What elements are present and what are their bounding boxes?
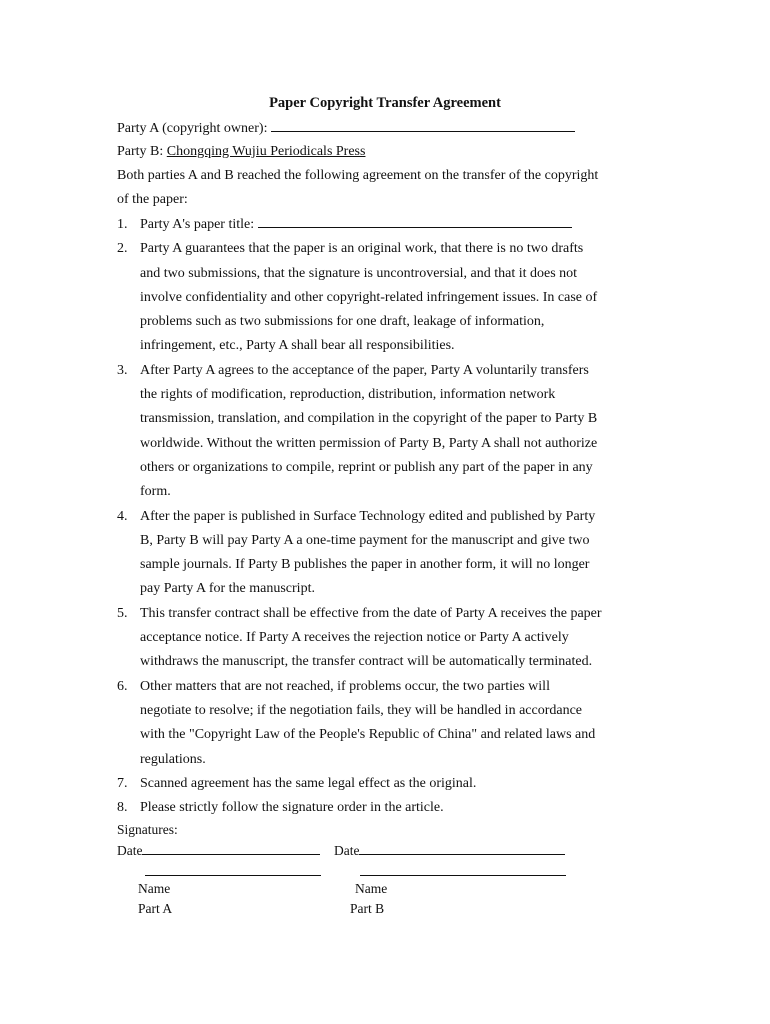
clause-text-line: others or organizations to compile, reprint or publish any part of the paper in any xyxy=(140,459,593,475)
date-label: Date xyxy=(117,843,143,858)
party-a-part-label: Part A xyxy=(138,901,173,916)
clause-2 xyxy=(117,237,657,358)
party-a-signature-line[interactable] xyxy=(145,875,321,876)
paper-title-blank[interactable] xyxy=(258,215,572,228)
clause-list xyxy=(117,213,657,820)
clause-text-line: infringement, etc., Party A shall bear all responsibilities. xyxy=(140,338,455,354)
clause-text-line: Other matters that are not reached, if problems occur, the two parties will xyxy=(140,678,550,694)
clause-text-line: negotiate to resolve; if the negotiation fails, they will be handled in accordance xyxy=(140,702,583,718)
party-b-label: Party B: xyxy=(117,144,164,159)
clause-text-line: Party A guarantees that the paper is an original work, that there is no two drafts xyxy=(140,241,584,257)
clause-6 xyxy=(117,675,657,772)
clause-text-line: B, Party B will pay Party A a one-time payment for the manuscript and give two xyxy=(140,532,590,548)
clause-text-line: problems such as two submissions for one draft, leakage of information, xyxy=(140,314,545,330)
party-a-label: Party A (copyright owner): xyxy=(117,121,268,136)
clause-number: 1. xyxy=(117,217,128,232)
signatures-heading: Signatures: xyxy=(117,822,178,837)
clause-5 xyxy=(117,602,657,675)
party-b-line xyxy=(117,143,365,161)
party-b-date-blank[interactable] xyxy=(359,842,565,855)
clause-text-line: the rights of modification, reproduction, distribution, information network xyxy=(140,387,556,403)
clause-text-line: Please strictly follow the signature order in the article. xyxy=(140,800,444,816)
party-b-part-label: Part B xyxy=(350,901,385,916)
party-a-blank[interactable] xyxy=(271,119,575,132)
party-a-line xyxy=(117,119,575,138)
party-b-name-label: Name xyxy=(355,881,388,896)
clause-text-line: regulations. xyxy=(140,751,206,767)
clause-8 xyxy=(117,796,657,820)
clause-text-line: worldwide. Without the written permission of Party B, Party A shall not authorize xyxy=(140,435,598,451)
party-b-date xyxy=(334,842,565,860)
clause-text-line: transmission, translation, and compilation in the copyright of the paper to Party B xyxy=(140,411,598,427)
clause-number: 4. xyxy=(117,508,128,524)
party-b-value: Chongqing Wujiu Periodicals Press xyxy=(166,144,366,159)
clause-text-line: with the "Copyright Law of the People's Republic of China" and related laws and xyxy=(140,727,596,743)
clause-text-line: pay Party A for the manuscript. xyxy=(140,581,315,597)
clause-number: 3. xyxy=(117,362,128,378)
clause-number: 2. xyxy=(117,241,128,257)
clause-text-line: acceptance notice. If Party A receives the rejection notice or Party A actively xyxy=(140,630,569,646)
date-label: Date xyxy=(334,843,360,858)
clause-7 xyxy=(117,772,657,796)
party-a-date-blank[interactable] xyxy=(142,842,320,855)
party-b-signature-line[interactable] xyxy=(360,875,566,876)
document-title: Paper Copyright Transfer Agreement xyxy=(269,95,501,111)
clause-text-line: Scanned agreement has the same legal effect as the original. xyxy=(140,775,477,791)
intro-line-1: Both parties A and B reached the following agreement on the transfer of the copyright xyxy=(117,168,599,183)
clause-1 xyxy=(117,213,657,237)
clause-text-line: After Party A agrees to the acceptance of the paper, Party A voluntarily transfers xyxy=(140,362,589,378)
clause-4 xyxy=(117,505,657,602)
clause-text: Party A's paper title: xyxy=(140,217,255,232)
clause-number: 6. xyxy=(117,678,128,694)
clause-3 xyxy=(117,359,657,505)
clause-text-line: withdraws the manuscript, the transfer contract will be automatically terminated. xyxy=(140,654,593,670)
party-a-date xyxy=(117,842,320,860)
clause-text-line: form. xyxy=(140,484,171,500)
party-a-name-label: Name xyxy=(138,881,171,896)
clause-number: 5. xyxy=(117,605,128,621)
intro-line-2: of the paper: xyxy=(117,192,188,207)
clause-text-line: sample journals. If Party B publishes the paper in another form, it will no longer xyxy=(140,557,590,573)
clause-number: 8. xyxy=(117,800,128,816)
clause-text-line: After the paper is published in Surface Technology edited and published by Party xyxy=(140,508,596,524)
clause-text-line: involve confidentiality and other copyright-related infringement issues. In case of xyxy=(140,289,598,305)
clause-number: 7. xyxy=(117,775,128,791)
clause-text-line: This transfer contract shall be effective from the date of Party A receives the paper xyxy=(140,605,602,621)
clause-text-line: and two submissions, that the signature is uncontroversial, and that it does not xyxy=(140,265,578,281)
